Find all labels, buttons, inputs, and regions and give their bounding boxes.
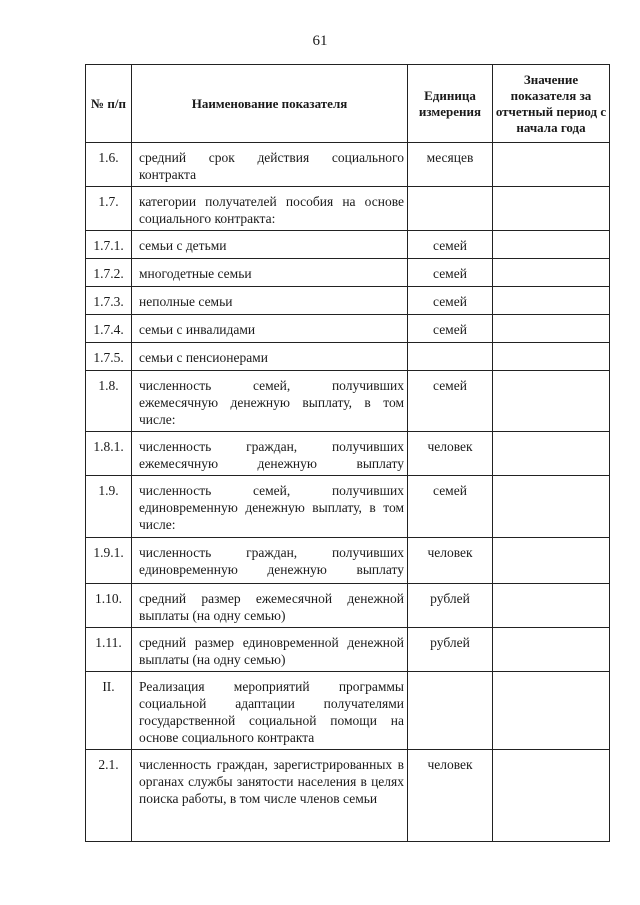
row-unit (408, 187, 493, 231)
row-unit: семей (408, 287, 493, 315)
row-value (493, 584, 610, 628)
row-name: категории получателей пособия на основе социального контракта: (132, 187, 408, 231)
row-name: численность граждан, получивших ежемесячную денежную выплату (132, 432, 408, 476)
table-header-row (86, 65, 610, 143)
row-unit: семей (408, 315, 493, 343)
row-num: 1.7.3. (86, 287, 132, 315)
table-row (86, 143, 610, 187)
row-name: многодетные семьи (132, 259, 408, 287)
table-row (86, 432, 610, 476)
row-value (493, 476, 610, 538)
row-value (493, 432, 610, 476)
row-unit: семей (408, 476, 493, 538)
row-name: средний размер ежемесячной денежной выплаты (на одну семью) (132, 584, 408, 628)
row-name: неполные семьи (132, 287, 408, 315)
row-unit: семей (408, 371, 493, 432)
table-row (86, 287, 610, 315)
row-num: 1.7.1. (86, 231, 132, 259)
row-value (493, 287, 610, 315)
row-unit: человек (408, 538, 493, 584)
row-name: Реализация мероприятий программы социальной адаптации получателями государственной социальной помощи на основе социального контракта (132, 672, 408, 750)
row-num: 2.1. (86, 750, 132, 842)
table-row (86, 231, 610, 259)
row-value (493, 315, 610, 343)
table-row (86, 371, 610, 432)
table-row (86, 584, 610, 628)
row-unit: человек (408, 750, 493, 842)
row-name: численность граждан, получивших единовременную денежную выплату (132, 538, 408, 584)
row-unit (408, 343, 493, 371)
row-name: численность семей, получивших единовременную денежную выплату, в том числе: (132, 476, 408, 538)
row-num: 1.8.1. (86, 432, 132, 476)
row-value (493, 143, 610, 187)
row-name: семьи с пенсионерами (132, 343, 408, 371)
row-name: семьи с детьми (132, 231, 408, 259)
row-value (493, 750, 610, 842)
row-value (493, 538, 610, 584)
table-row (86, 187, 610, 231)
row-value (493, 231, 610, 259)
header-name: Наименование показателя (132, 65, 408, 143)
row-name: семьи с инвалидами (132, 315, 408, 343)
row-unit: семей (408, 259, 493, 287)
row-num: 1.7.5. (86, 343, 132, 371)
row-name: численность граждан, зарегистрированных в органах службы занятости населения в целях поиска работы, в том числе членов семьи (132, 750, 408, 842)
row-unit: рублей (408, 628, 493, 672)
row-num: 1.7. (86, 187, 132, 231)
table-row (86, 628, 610, 672)
table-row (86, 750, 610, 842)
table-row (86, 538, 610, 584)
row-unit: рублей (408, 584, 493, 628)
row-value (493, 672, 610, 750)
indicators-table (85, 64, 610, 842)
row-unit: месяцев (408, 143, 493, 187)
table-row (86, 343, 610, 371)
row-unit (408, 672, 493, 750)
row-unit: семей (408, 231, 493, 259)
row-num: 1.8. (86, 371, 132, 432)
row-num: 1.9.1. (86, 538, 132, 584)
row-num: 1.6. (86, 143, 132, 187)
row-num: 1.7.2. (86, 259, 132, 287)
row-num: II. (86, 672, 132, 750)
row-value (493, 259, 610, 287)
row-value (493, 371, 610, 432)
row-name: средний размер единовременной денежной выплаты (на одну семью) (132, 628, 408, 672)
table-row (86, 672, 610, 750)
table-row (86, 315, 610, 343)
row-name: средний срок действия социального контракта (132, 143, 408, 187)
row-num: 1.9. (86, 476, 132, 538)
row-num: 1.11. (86, 628, 132, 672)
page-number: 61 (312, 33, 328, 49)
table-row (86, 259, 610, 287)
row-name: численность семей, получивших ежемесячную денежную выплату, в том числе: (132, 371, 408, 432)
header-unit: Единица измерения (408, 65, 493, 143)
row-value (493, 187, 610, 231)
header-value: Значение показателя за отчетный период с начала года (493, 65, 610, 143)
row-num: 1.10. (86, 584, 132, 628)
row-value (493, 343, 610, 371)
row-unit: человек (408, 432, 493, 476)
table-row (86, 476, 610, 538)
row-value (493, 628, 610, 672)
row-num: 1.7.4. (86, 315, 132, 343)
header-num: № п/п (86, 65, 132, 143)
